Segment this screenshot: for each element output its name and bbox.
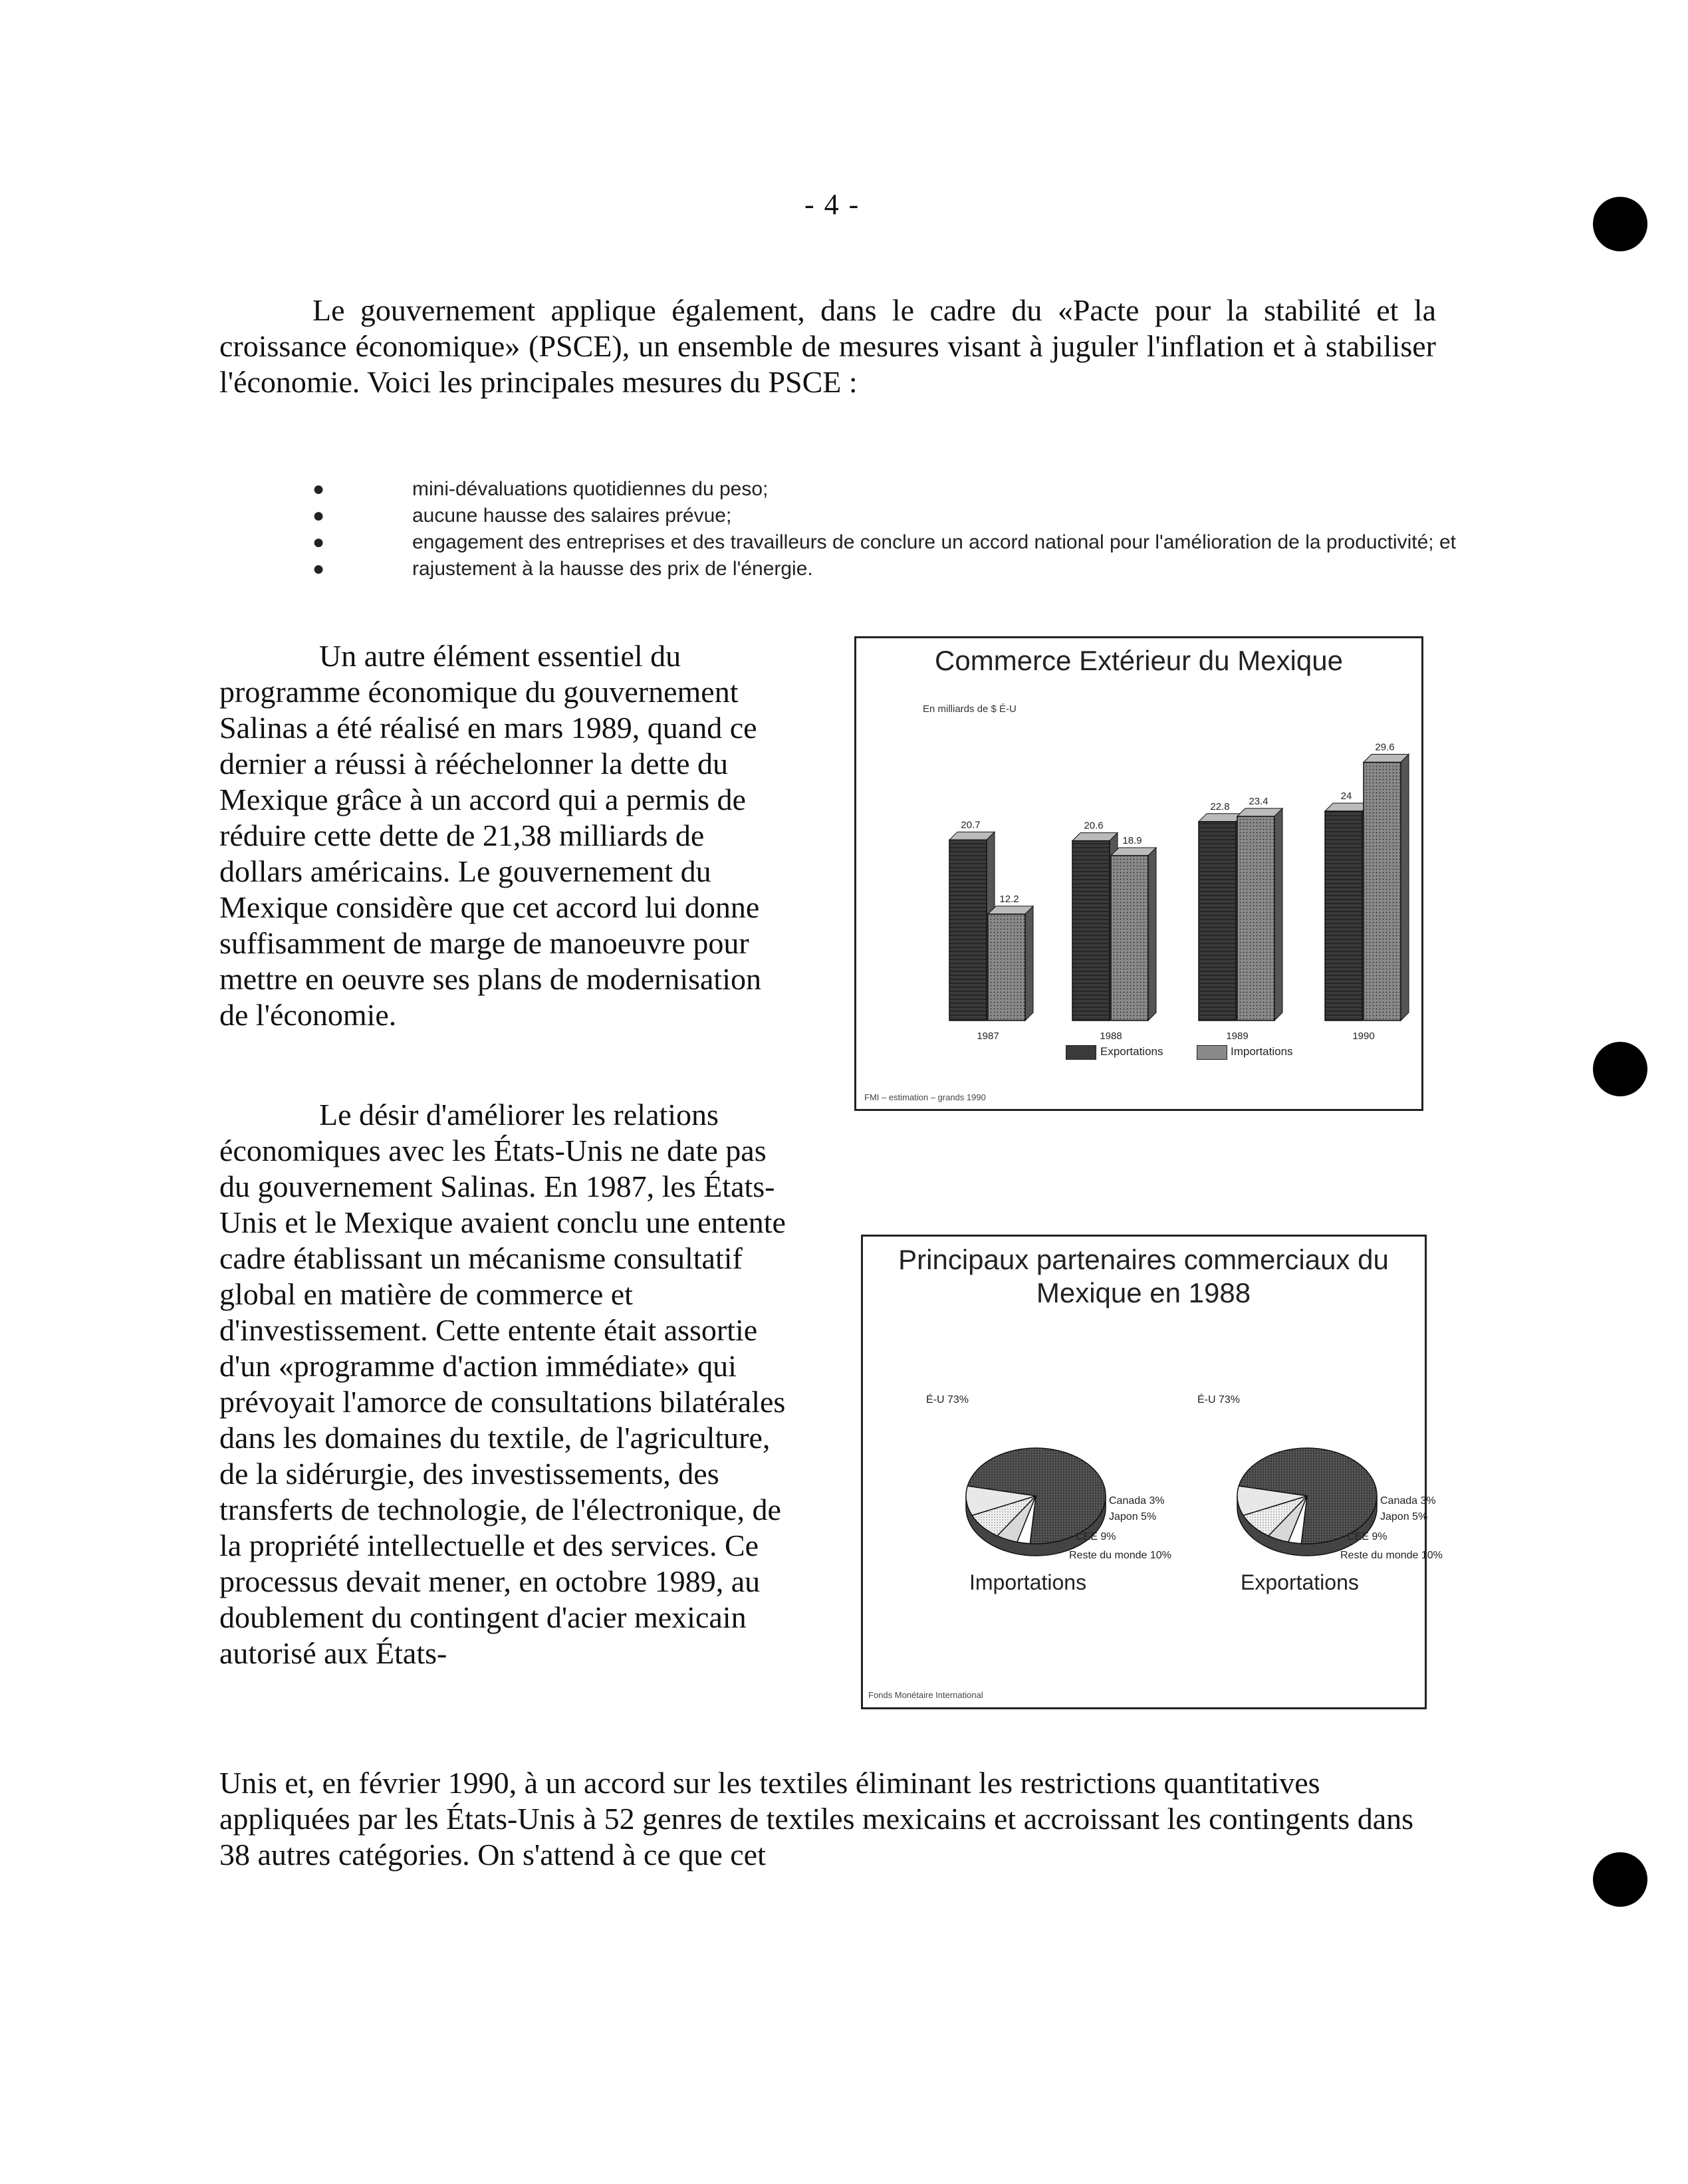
bar-side <box>1401 755 1409 1021</box>
bar-chart-plot <box>856 638 1421 1109</box>
paragraph-debt: Un autre élément essentiel du programme économique du gouvernement Salinas a été réalisé en mars 1989, quand ce dernier a réussi à rééchelonner la dette du Mexique grâce à un accord qui a permis de réduire cette dette de 21,38 milliards de dollars américains. Le gouvernement du Mexique considère que cet accord lui donne suffisamment de marge de manoeuvre pour mettre en oeuvre ses plans de modernisation de l'économie. <box>219 639 761 1032</box>
bar-value-label: 24 <box>1340 790 1352 802</box>
punch-hole-middle <box>1593 1042 1647 1096</box>
x-tick-label: 1988 <box>1100 1031 1122 1042</box>
list-item <box>312 556 1503 582</box>
chart-source: Fonds Monétaire International <box>868 1690 983 1700</box>
list-item-text: engagement des entreprises et des travailleurs de conclure un accord national pour l'amélioration de la productivité; et <box>412 531 1456 553</box>
pie-slice-label: CEE 9% <box>1347 1531 1387 1542</box>
pie-chart-plot <box>863 1237 1443 1707</box>
bullet-icon: ● <box>312 558 325 580</box>
x-tick-label: 1990 <box>1352 1031 1375 1042</box>
bullet-icon: ● <box>312 505 325 527</box>
intro-text: Le gouvernement applique également, dans le cadre du «Pacte pour la stabilité et la croissance économique» (PSCE), un ensemble de mesures visant à juguler l'inflation et à stabiliser l'économie. Voici les principales mesures du PSCE : <box>219 293 1436 399</box>
bar-side <box>1148 848 1156 1021</box>
bar-exports <box>1325 811 1362 1021</box>
list-item-text: mini-dévaluations quotidiennes du peso; <box>412 478 769 500</box>
bar-value-label: 22.8 <box>1210 800 1230 812</box>
bar-exports <box>1072 841 1110 1021</box>
paragraph-us-relations: Le désir d'améliorer les relations économiques avec les États-Unis ne date pas du gouvernement Salinas. En 1987, les États-Unis et le Mexique avaient conclu une entente cadre établissant un mécanisme consultatif global en matière de commerce et d'investissement. Cette entente était assortie d'un «programme d'action immédiate» qui prévoyait l'amorce de consultations bilatérales dans les domaines du textile, de l'agriculture, de la sidérurgie, des investissements, des transferts de technologie, de l'électronique, de la propriété intellectuelle et des services. Ce processus devait mener, en octobre 1989, au doublement du contingent d'acier mexicain autorisé aux États- <box>219 1098 786 1670</box>
bar-imports <box>1237 816 1274 1021</box>
chart-title: Commerce Extérieur du Mexique <box>935 645 1343 676</box>
bar-imports <box>1111 856 1148 1021</box>
paragraph-us-relations-continued: Unis et, en février 1990, à un accord sur les textiles éliminant les restrictions quantitatives appliquées par les États-Unis à 52 genres de textiles mexicains et accroissant les contingents dans 38 autres catégories. On s'attend à ce que cet <box>219 1766 1414 1872</box>
bar-imports <box>1364 763 1401 1021</box>
chart-source: FMI – estimation – grands 1990 <box>864 1092 986 1102</box>
legend-swatch-exports <box>1066 1045 1096 1060</box>
list-item <box>312 529 1503 556</box>
bar-side <box>1025 906 1033 1021</box>
bar-imports <box>988 914 1025 1021</box>
chart-unit-label: En milliards de $ É-U <box>923 703 1017 715</box>
bar-value-label: 20.7 <box>961 819 981 831</box>
list-item <box>312 503 1503 529</box>
pie-slice-label: É-U 73% <box>926 1394 969 1405</box>
bar-value-label: 29.6 <box>1375 741 1395 753</box>
list-item-text: rajustement à la hausse des prix de l'énergie. <box>412 558 813 580</box>
measures-list <box>312 476 1503 582</box>
pie-title-imports: Importations <box>969 1570 1087 1594</box>
pie-slice-label: Japon 5% <box>1109 1511 1157 1522</box>
pie-slice-label: É-U 73% <box>1197 1394 1241 1405</box>
list-item-text: aucune hausse des salaires prévue; <box>412 505 732 527</box>
partners-pie-chart <box>861 1235 1443 1709</box>
intro-paragraph <box>219 293 1436 400</box>
bullet-icon: ● <box>312 478 325 500</box>
list-item <box>312 476 1503 503</box>
pie-slice-label: Reste du monde 10% <box>1069 1550 1171 1561</box>
chart-title: Principaux partenaires commerciaux du Mexique en 1988 <box>898 1244 1389 1308</box>
bar-value-label: 12.2 <box>999 893 1019 905</box>
punch-hole-bottom <box>1593 1852 1647 1907</box>
x-tick-label: 1989 <box>1226 1031 1249 1042</box>
bar-value-label: 23.4 <box>1249 795 1268 807</box>
bar-value-label: 18.9 <box>1122 834 1142 846</box>
legend-label-exports: Exportations <box>1100 1045 1163 1058</box>
bar-exports <box>949 840 987 1021</box>
pie-slice-label: Japon 5% <box>1380 1511 1428 1522</box>
pie-title-exports: Exportations <box>1241 1570 1359 1594</box>
legend-swatch-imports <box>1197 1045 1227 1060</box>
pie-slice-label: Canada 3% <box>1109 1495 1165 1507</box>
pie-slice-label: Reste du monde 10% <box>1340 1550 1443 1561</box>
legend-label-imports: Importations <box>1231 1045 1293 1058</box>
punch-hole-top <box>1593 197 1647 251</box>
bar-exports <box>1199 822 1236 1021</box>
bar-value-label: 20.6 <box>1084 820 1104 832</box>
pie-slice-label: Canada 3% <box>1380 1495 1436 1507</box>
trade-bar-chart <box>854 636 1423 1111</box>
bar-side <box>1274 808 1282 1021</box>
page-number: - 4 - <box>804 188 860 221</box>
pie-slice-label: CEE 9% <box>1076 1531 1116 1542</box>
bullet-icon: ● <box>312 531 325 553</box>
x-tick-label: 1987 <box>977 1031 999 1042</box>
